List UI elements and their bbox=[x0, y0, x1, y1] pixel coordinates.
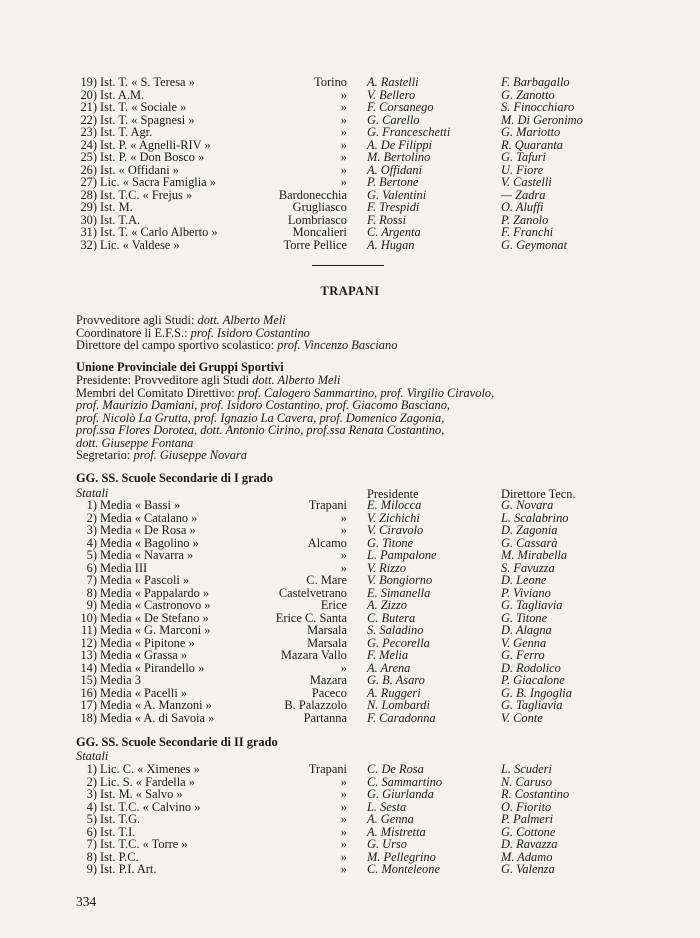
entry-number: 17) bbox=[80, 698, 97, 712]
official-value: dott. Alberto Meli bbox=[197, 313, 286, 327]
president-name: G. Titone bbox=[367, 535, 414, 550]
director-name: L. Scuderi bbox=[501, 762, 552, 776]
school-name: Ist. T. « S. Teresa » bbox=[100, 75, 195, 89]
table-row bbox=[0, 76, 700, 89]
director-name: G. Zanotto bbox=[501, 87, 555, 102]
president-name: C. Monteleone bbox=[367, 862, 440, 876]
director-name: V. Genna bbox=[501, 635, 547, 650]
entry-number: 14) bbox=[80, 660, 97, 675]
president-name: G. B. Asaro bbox=[367, 673, 425, 687]
entry-number: 5) bbox=[86, 548, 97, 562]
director-name: S. Favuzza bbox=[501, 560, 555, 575]
entry-number: 15) bbox=[80, 673, 97, 687]
director-name: M. Adamo bbox=[501, 849, 553, 864]
official-direttore bbox=[76, 339, 397, 352]
school-city: » bbox=[340, 87, 347, 102]
school-city: Trapani bbox=[308, 762, 347, 776]
secretary bbox=[76, 449, 247, 462]
president-name: A. Arena bbox=[367, 660, 411, 675]
president-name: V. Zichichi bbox=[367, 510, 420, 525]
school-city: Paceco bbox=[311, 685, 347, 700]
school-city: Torino bbox=[314, 75, 347, 89]
school-name: Media « De Rosa » bbox=[100, 523, 196, 537]
school-name: Ist. T. « Spagnesi » bbox=[100, 112, 195, 127]
grade2-title: GG. SS. Scuole Secondarie di II grado bbox=[76, 735, 278, 749]
table-row bbox=[0, 101, 700, 114]
school-city: » bbox=[340, 162, 347, 177]
school-city: » bbox=[340, 175, 347, 189]
director-name: R. Quaranta bbox=[501, 137, 563, 152]
director-name: P. Zanolo bbox=[501, 212, 549, 227]
school-city: » bbox=[340, 774, 347, 789]
director-name: P. Palmeri bbox=[501, 812, 554, 826]
committee-members: prof. Maurizio Damiani, prof. Isidoro Costantino, prof. Giacomo Basciano, bbox=[76, 398, 451, 412]
president-name: A. Genna bbox=[367, 812, 414, 826]
director-name: P. Giacalone bbox=[501, 673, 565, 687]
entry-number: 1) bbox=[86, 762, 97, 776]
school-name: Ist. T.A. bbox=[100, 212, 141, 227]
director-name: P. Viviano bbox=[501, 585, 551, 600]
president-name: P. Bertone bbox=[367, 175, 419, 189]
director-name: G. Ferro bbox=[501, 648, 545, 662]
school-city: » bbox=[340, 548, 347, 562]
entry-number: 11) bbox=[80, 623, 97, 637]
entry-number: 8) bbox=[86, 585, 97, 600]
school-city: » bbox=[340, 849, 347, 864]
school-city: Partanna bbox=[303, 710, 347, 725]
table-row bbox=[0, 599, 700, 612]
entry-number: 19) bbox=[80, 75, 97, 89]
president-name: F. Trespidi bbox=[367, 200, 420, 214]
table-row bbox=[0, 838, 700, 851]
school-name: Media « De Stefano » bbox=[100, 610, 209, 625]
director-name: G. Tagliavia bbox=[501, 598, 563, 612]
director-name: G. Tafuri bbox=[501, 150, 546, 164]
school-name: Ist. M. « Salvo » bbox=[100, 787, 183, 801]
school-city: Castelvetrano bbox=[278, 585, 347, 600]
school-city: » bbox=[340, 787, 347, 801]
school-city: » bbox=[340, 510, 347, 525]
school-city: C. Mare bbox=[306, 573, 347, 587]
committee-members: dott. Giuseppe Fontana bbox=[76, 435, 194, 450]
entry-number: 13) bbox=[80, 648, 97, 662]
table-row bbox=[0, 763, 700, 776]
school-city: Grugliasco bbox=[292, 200, 347, 214]
table-row bbox=[0, 649, 700, 662]
entry-number: 7) bbox=[86, 573, 97, 587]
school-name: Media « Bassi » bbox=[100, 498, 181, 512]
school-name: Media « Catalano » bbox=[100, 510, 198, 525]
president-name: A. De Filippi bbox=[367, 137, 433, 152]
committee-members: prof.ssa Flores Dorotea, dott. Antonio Cirino, prof.ssa Renata Costantino, bbox=[76, 423, 445, 437]
table-row bbox=[0, 239, 700, 252]
table-row bbox=[0, 813, 700, 826]
table-row bbox=[0, 201, 700, 214]
table-row bbox=[0, 712, 700, 725]
president-name: E. Milocca bbox=[367, 498, 422, 512]
school-city: » bbox=[340, 523, 347, 537]
entry-number: 24) bbox=[80, 137, 97, 152]
school-name: Ist. A.M. bbox=[100, 87, 145, 102]
secretary-label: Segretario: bbox=[76, 448, 134, 462]
table-row bbox=[0, 788, 700, 801]
school-name: Media « Pascoli » bbox=[100, 573, 190, 587]
president-name: S. Saladino bbox=[367, 623, 424, 637]
school-city: Erice bbox=[320, 598, 347, 612]
director-name: V. Conte bbox=[501, 710, 543, 725]
president-name: V. Bongiorno bbox=[367, 573, 433, 587]
entry-number: 4) bbox=[86, 799, 97, 814]
director-name: D. Leone bbox=[501, 573, 547, 587]
school-city: Marsala bbox=[307, 635, 347, 650]
school-city: » bbox=[340, 137, 347, 152]
school-name: Lic. « Valdese » bbox=[100, 237, 180, 252]
school-city: Marsala bbox=[307, 623, 347, 637]
president-name: M. Bertolino bbox=[367, 150, 431, 164]
director-name: V. Castelli bbox=[501, 175, 552, 189]
table-row bbox=[0, 126, 700, 139]
school-city: Mazara Vallo bbox=[280, 648, 347, 662]
director-name: F. Barbagallo bbox=[501, 75, 570, 89]
school-city: Erice C. Santa bbox=[275, 610, 347, 625]
school-name: Media 3 bbox=[100, 673, 141, 687]
director-name: G. B. Ingoglia bbox=[501, 685, 572, 700]
school-name: Ist. P. « Don Bosco » bbox=[100, 150, 205, 164]
entry-number: 6) bbox=[86, 560, 97, 575]
official-label: Provveditore agli Studi: bbox=[76, 313, 198, 327]
director-name: N. Caruso bbox=[501, 774, 552, 789]
president-name: V. Bellero bbox=[367, 87, 416, 102]
entry-number: 12) bbox=[80, 635, 97, 650]
entry-number: 18) bbox=[80, 710, 97, 725]
school-name: Ist. P. « Agnelli-RIV » bbox=[100, 137, 211, 152]
school-name: Media III bbox=[100, 560, 148, 575]
school-name: Media « Pappalardo » bbox=[100, 585, 210, 600]
entry-number: 30) bbox=[80, 212, 97, 227]
president-name: G. Pecorella bbox=[367, 635, 430, 650]
entry-number: 3) bbox=[86, 523, 97, 537]
president-name: C. Argenta bbox=[367, 225, 421, 239]
entry-number: 20) bbox=[80, 87, 97, 102]
school-city: B. Palazzolo bbox=[284, 698, 347, 712]
director-name: D. Ravazza bbox=[501, 837, 558, 851]
school-city: » bbox=[340, 862, 347, 876]
school-name: Ist. « Offidani » bbox=[100, 162, 179, 177]
entry-number: 6) bbox=[86, 824, 97, 839]
entry-number: 27) bbox=[80, 175, 97, 189]
president-name: G. Urso bbox=[367, 837, 407, 851]
director-name: R. Costantino bbox=[501, 787, 570, 801]
entry-number: 23) bbox=[80, 125, 97, 139]
official-value: prof. Isidoro Costantino bbox=[190, 325, 310, 340]
president-name: F. Rossi bbox=[367, 212, 407, 227]
entry-number: 26) bbox=[80, 162, 97, 177]
column-header-direttore: Direttore Tecn. bbox=[501, 487, 576, 501]
committee-members: prof. Nicolò La Grutta, prof. Ignazio La Cavera, prof. Domenico Zagonia, bbox=[76, 410, 445, 425]
secretary-value: prof. Giuseppe Novara bbox=[133, 448, 247, 462]
entry-number: 22) bbox=[80, 112, 97, 127]
school-city: » bbox=[340, 799, 347, 814]
entry-number: 2) bbox=[86, 510, 97, 525]
school-city: » bbox=[340, 812, 347, 826]
entry-number: 29) bbox=[80, 200, 97, 214]
school-city: Bardonecchia bbox=[278, 187, 347, 202]
school-name: Media « A. Manzoni » bbox=[100, 698, 212, 712]
entry-number: 32) bbox=[80, 237, 97, 252]
president-name: C. Sammartino bbox=[367, 774, 443, 789]
school-name: Media « Castronovo » bbox=[100, 598, 211, 612]
school-name: Media « G. Marconi » bbox=[100, 623, 211, 637]
president-name: G. Valentini bbox=[367, 187, 427, 202]
official-label: Coordinatore li E.F.S.: bbox=[76, 325, 191, 340]
school-name: Ist. T. « Carlo Alberto » bbox=[100, 225, 218, 239]
official-label: Direttore del campo sportivo scolastico: bbox=[76, 338, 278, 352]
school-name: Media « Pacelli » bbox=[100, 685, 188, 700]
grade1-school-list bbox=[0, 499, 700, 724]
table-row bbox=[0, 151, 700, 164]
director-name: O. Fiorito bbox=[501, 799, 552, 814]
table-row bbox=[0, 863, 700, 876]
president-name: F. Corsanego bbox=[367, 100, 434, 114]
director-name: L. Scalabrino bbox=[501, 510, 569, 525]
entry-number: 3) bbox=[86, 787, 97, 801]
entry-number: 10) bbox=[80, 610, 97, 625]
school-city: Lombriasco bbox=[287, 212, 347, 227]
school-city: Mazara bbox=[309, 673, 347, 687]
school-city: Alcamo bbox=[307, 535, 347, 550]
director-name: G. Valenza bbox=[501, 862, 555, 876]
school-name: Ist. P.I. Art. bbox=[100, 862, 157, 876]
president-name: N. Lombardi bbox=[367, 698, 430, 712]
school-name: Ist. T.I. bbox=[100, 824, 136, 839]
section-divider bbox=[312, 265, 384, 266]
president-name: V. Rizzo bbox=[367, 560, 407, 575]
president-name: G. Carello bbox=[367, 112, 420, 127]
school-city: Torre Pellice bbox=[283, 237, 347, 252]
director-name: M. Mirabella bbox=[501, 548, 568, 562]
director-name: — Zadra bbox=[501, 187, 546, 202]
school-city: » bbox=[340, 560, 347, 575]
director-name: G. Tagliavia bbox=[501, 698, 563, 712]
president-name: A. Ruggeri bbox=[367, 685, 421, 700]
entry-number: 9) bbox=[86, 598, 97, 612]
table-row bbox=[0, 574, 700, 587]
president-name: C. Butera bbox=[367, 610, 416, 625]
union-president-label: Presidente: Provveditore agli Studi bbox=[76, 373, 253, 387]
table-row bbox=[0, 176, 700, 189]
president-name: C. De Rosa bbox=[367, 762, 424, 776]
director-name: U. Fiore bbox=[501, 162, 544, 177]
school-city: » bbox=[340, 837, 347, 851]
school-name: Lic. « Sacra Famiglia » bbox=[100, 175, 216, 189]
school-city: » bbox=[340, 112, 347, 127]
director-name: G. Mariotto bbox=[501, 125, 561, 139]
school-city: » bbox=[340, 824, 347, 839]
director-name: G. Cassarà bbox=[501, 535, 558, 550]
director-name: G. Titone bbox=[501, 610, 548, 625]
director-name: S. Finocchiaro bbox=[501, 100, 575, 114]
school-city: » bbox=[340, 150, 347, 164]
president-name: A. Hugan bbox=[367, 237, 415, 252]
section-title: TRAPANI bbox=[320, 284, 380, 298]
president-name: L. Pampalone bbox=[367, 548, 437, 562]
table-row bbox=[0, 226, 700, 239]
page-number: 334 bbox=[76, 894, 97, 909]
director-name: M. Di Geronimo bbox=[501, 112, 583, 127]
director-name: D. Rodolico bbox=[501, 660, 561, 675]
grade1-subtitle: Statali bbox=[76, 486, 109, 500]
school-city: Trapani bbox=[308, 498, 347, 512]
president-name: A. Zizzo bbox=[367, 598, 407, 612]
table-row bbox=[0, 549, 700, 562]
president-name: M. Pellegrino bbox=[367, 849, 436, 864]
committee-members: prof. Calogero Sammartino, prof. Virgilio Ciravolo, bbox=[237, 385, 495, 400]
director-name: D. Alagna bbox=[501, 623, 552, 637]
school-name: Lic. C. « Ximenes » bbox=[100, 762, 200, 776]
director-name: D. Zagonia bbox=[501, 523, 558, 537]
school-name: Ist. T.C. « Calvino » bbox=[100, 799, 201, 814]
torino-school-list bbox=[0, 76, 700, 251]
entry-number: 7) bbox=[86, 837, 97, 851]
president-name: F. Melia bbox=[367, 648, 409, 662]
director-name: F. Franchi bbox=[501, 225, 554, 239]
entry-number: 5) bbox=[86, 812, 97, 826]
director-name: G. Geymonat bbox=[501, 237, 568, 252]
president-name: A. Mistretta bbox=[367, 824, 426, 839]
president-name: G. Giurlanda bbox=[367, 787, 434, 801]
entry-number: 21) bbox=[80, 100, 97, 114]
school-name: Media « A. di Savoia » bbox=[100, 710, 215, 725]
table-row bbox=[0, 699, 700, 712]
grade1-title: GG. SS. Scuole Secondarie di I grado bbox=[76, 471, 273, 485]
president-name: E. Simanella bbox=[367, 585, 431, 600]
school-name: Ist. M. bbox=[100, 200, 133, 214]
school-city: Moncalieri bbox=[292, 225, 347, 239]
entry-number: 31) bbox=[80, 225, 97, 239]
director-name: O. Aluffi bbox=[501, 200, 544, 214]
director-name: G. Cottone bbox=[501, 824, 556, 839]
school-city: » bbox=[340, 100, 347, 114]
table-row bbox=[0, 524, 700, 537]
president-name: F. Caradonna bbox=[367, 710, 436, 725]
grade2-subtitle: Statali bbox=[76, 749, 109, 763]
entry-number: 16) bbox=[80, 685, 97, 700]
director-name: G. Novara bbox=[501, 498, 554, 512]
union-title: Unione Provinciale dei Gruppi Sportivi bbox=[76, 360, 284, 374]
union-president-value: dott. Alberto Meli bbox=[252, 373, 341, 387]
school-name: Media « Navarra » bbox=[100, 548, 194, 562]
school-name: Lic. S. « Fardella » bbox=[100, 774, 195, 789]
school-name: Ist. T.C. « Frejus » bbox=[100, 187, 193, 202]
school-city: » bbox=[340, 660, 347, 675]
school-name: Ist. T. « Sociale » bbox=[100, 100, 187, 114]
table-row bbox=[0, 499, 700, 512]
entry-number: 25) bbox=[80, 150, 97, 164]
school-name: Ist. P.C. bbox=[100, 849, 139, 864]
entry-number: 8) bbox=[86, 849, 97, 864]
school-name: Ist. T. Agr. bbox=[100, 125, 153, 139]
committee-label: Membri del Comitato Direttivo: bbox=[76, 385, 238, 400]
president-name: L. Sesta bbox=[367, 799, 407, 814]
president-name: V. Ciravolo bbox=[367, 523, 424, 537]
grade2-school-list bbox=[0, 763, 700, 876]
school-name: Media « Bagolino » bbox=[100, 535, 199, 550]
school-name: Media « Pipitone » bbox=[100, 635, 195, 650]
school-name: Ist. T.C. « Torre » bbox=[100, 837, 188, 851]
school-name: Media « Grassa » bbox=[100, 648, 188, 662]
entry-number: 28) bbox=[80, 187, 97, 202]
president-name: G. Franceschetti bbox=[367, 125, 451, 139]
entry-number: 2) bbox=[86, 774, 97, 789]
president-name: A. Rastelli bbox=[367, 75, 419, 89]
school-city: » bbox=[340, 125, 347, 139]
column-header-presidente: Presidente bbox=[367, 487, 419, 501]
table-row bbox=[0, 624, 700, 637]
entry-number: 4) bbox=[86, 535, 97, 550]
official-value: prof. Vincenzo Basciano bbox=[277, 338, 398, 352]
table-row bbox=[0, 674, 700, 687]
entry-number: 1) bbox=[86, 498, 97, 512]
president-name: A. Offidani bbox=[367, 162, 423, 177]
school-name: Media « Pirandello » bbox=[100, 660, 205, 675]
school-name: Ist. T.G. bbox=[100, 812, 141, 826]
entry-number: 9) bbox=[86, 862, 97, 876]
